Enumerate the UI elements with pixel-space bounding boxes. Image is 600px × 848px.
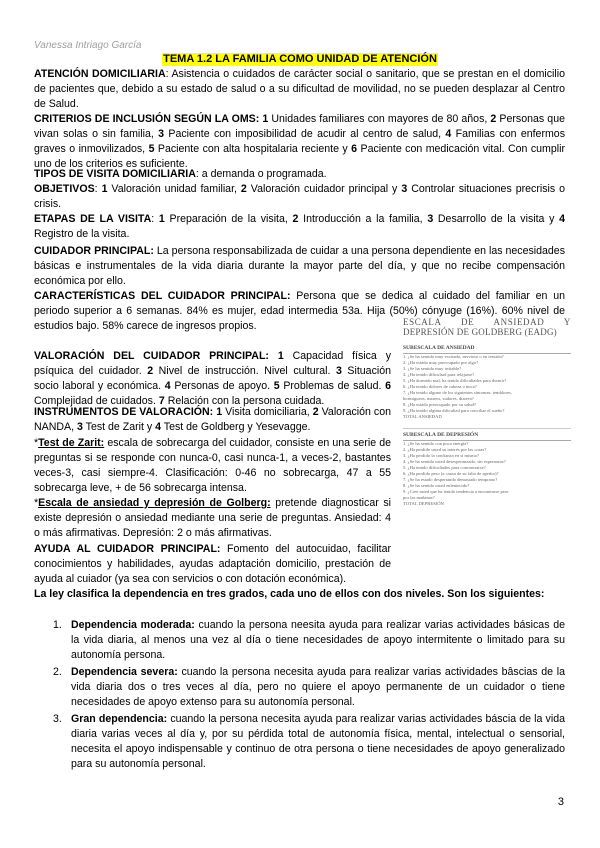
scale-item: 6. ¿Ha tenido dolores de cabeza o nuca? [403, 384, 477, 389]
paragraph-objetivos [34, 182, 565, 212]
anxiety-subscale-header: SUBESCALA DE ANSIEDAD [403, 344, 571, 354]
item-text: Desarrollo de la visita y [433, 213, 560, 225]
item-number: 2 [292, 213, 299, 225]
term-text: : a demanda o programada. [195, 168, 327, 180]
item-text: Nivel de instrucción. Nivel cultural. [153, 365, 336, 377]
term-label: TIPOS DE VISITA DOMICILIARIA [34, 168, 196, 180]
paragraph-cuidador-principal [34, 244, 565, 289]
list-item [34, 618, 565, 663]
paragraph-ley-dependencia: La ley clasifica la dependencia en tres grados, cada uno de ellos con dos niveles. Son los siguientes: [34, 588, 545, 600]
item-text: Personas que vivan solas o sin familia, [34, 113, 565, 140]
scale-item: 7. ¿Ha tenido alguno de los siguientes síntomas: temblores, [403, 390, 512, 395]
item-number: 3 [335, 365, 342, 377]
item-number: 3 [76, 421, 83, 433]
list-number: 2. [53, 666, 62, 678]
item-number: 3 [401, 183, 408, 195]
depression-items [403, 441, 571, 507]
asterisk: * [34, 437, 39, 449]
term-text: Persona que se dedica al cuidado del familiar en un periodo superior a 6 semanas. 84% es mujer, edad intermedia 53a. Hija (50%) cónyuge (16%). 60% nivel de estudios bajo. 58% carece de ingresos propios. [34, 290, 565, 332]
scale-item: 2. ¿Ha perdido usted su interés por las cosas? [403, 447, 487, 452]
item-text: Situación socio laboral y económica. [34, 365, 392, 392]
item-text: : [94, 183, 102, 195]
scale-item: 4. ¿Se ha sentido usted desesperanzado, sin esperanzas? [403, 459, 506, 464]
scale-title-line2: DEPRESIÓN DE GOLDBERG (EADG) [403, 327, 557, 337]
term-label: CARACTERÍSTICAS DEL CUIDADOR PRINCIPAL: [34, 290, 291, 302]
list-label: Gran dependencia: [71, 713, 168, 725]
term-label: CRITERIOS DE INCLUSIÓN SEGÚN LA OMS: [34, 113, 260, 125]
item-text: Preparación de la visita, [164, 213, 293, 225]
item-number: 4 [164, 380, 171, 392]
item-number: 3 [158, 128, 165, 140]
scale-item: 4. ¿Ha tenido dificultad para relajarse? [403, 372, 475, 377]
scale-title: ESCALA DE ANSIEDAD Y [403, 317, 571, 327]
item-number: 1 [277, 350, 284, 362]
list-label: Dependencia severa: [71, 666, 178, 678]
list-number: 3. [53, 713, 62, 725]
scale-item: 3. ¿Ha perdido la confianza en sí mismo? [403, 453, 480, 458]
item-text: Valoración unidad familiar, [107, 183, 241, 195]
item-text: Capacidad física y psíquica del cuidador. [34, 350, 391, 377]
item-number: 5 [148, 143, 155, 155]
item-number: 4 [445, 128, 452, 140]
item-text: Complejidad de cuidados. [34, 395, 159, 407]
term-label: AYUDA AL CUIDADOR PRINCIPAL: [34, 543, 221, 555]
item-number: 6 [385, 380, 391, 392]
scale-item: 5. ¿Ha dormido mal, ha tenido dificultades para dormir? [403, 378, 507, 383]
author-name: Vanessa Intriago García [34, 40, 142, 51]
term-label: VALORACIÓN DEL CUIDADOR PRINCIPAL: [34, 350, 269, 362]
item-text: Valoración cuidador principal y [246, 183, 402, 195]
item-number: 1 [262, 113, 269, 125]
scale-item: 7. ¿Se ha estado despertando demasiado temprano? [403, 477, 498, 482]
item-number: 1 [216, 406, 223, 418]
scale-item: 9. ¿Ha tenido alguna dificultad para conciliar el sueño? [403, 408, 505, 413]
depression-subscale-header: SUBESCALA DE DEPRESIÓN [403, 431, 571, 441]
term-label: ATENCIÓN DOMICILIARIA [34, 68, 166, 80]
item-text: Paciente con imposibilidad de acudir al centro de salud, [164, 128, 446, 140]
anxiety-items [403, 354, 571, 420]
dependency-levels-list [34, 618, 565, 774]
term-label: Test de Zarit: [38, 437, 105, 449]
term-text: pretende diagnosticar si existe depresión o ansiedad mediante una serie de preguntas. Ansiedad: 4 o más afirmativas. Depresión: 2 o más afirmativas. [34, 497, 391, 539]
item-number: 1 [101, 183, 108, 195]
list-number: 1. [53, 619, 62, 631]
list-text: cuando la persona neesita ayuda para realizar varias actividades básicas de la vida diaria, al menos una vez al día o tiene necesidades de apoyo intermitente o limitado para su autonomía persona. [71, 619, 565, 661]
term-text: : Asistencia o cuidados de carácter social o sanitario, que se prestan en el domicilio de pacientes que, debido a su estado de salud o a su dificultad de movilidad, no se pueden desplazar al Centro de Salud. [34, 68, 565, 110]
scale-item: por las mañanas? [403, 495, 435, 500]
paragraph-test-zarit [34, 436, 391, 496]
paragraph-criterios-inclusion [34, 112, 565, 172]
asterisk: * [34, 497, 39, 509]
term-text: Fomento del autocuidao, facilitar conocimientos y habilidades, ayudas adaptación domicilio, prestación de ayuda al cuiador (ya sea con servicios o con dotación económica). [34, 543, 391, 585]
item-text: Test de Zarit y [82, 421, 156, 433]
paragraph-ayuda-cuidador [34, 542, 391, 587]
scale-item: 5. ¿Ha tenido dificultades para concentrarse? [403, 465, 486, 470]
item-number: 4 [559, 213, 566, 225]
scale-item: 9. ¿Cree usted que ha tenido tendencia a encontrarse peor [403, 489, 509, 494]
list-item [34, 665, 565, 710]
scale-item: 6. ¿Ha perdido peso (a causa de su falta de apetito)? [403, 471, 499, 476]
paragraph-tipos-visita [34, 167, 565, 182]
scale-item: 3. ¿Se ha sentido muy irritable? [403, 366, 462, 371]
list-item [34, 712, 565, 772]
page-title: TEMA 1.2 LA FAMILIA COMO UNIDAD DE ATENCIÓN [163, 53, 437, 65]
item-number: 3 [427, 213, 434, 225]
term-label: OBJETIVOS [34, 183, 95, 195]
item-text: : [151, 213, 159, 225]
paragraph-valoracion-cuidador [34, 349, 391, 409]
term-label: CUIDADOR PRINCIPAL: [34, 245, 154, 257]
item-number: 2 [147, 365, 154, 377]
scale-total: TOTAL ANSIEDAD [403, 414, 442, 419]
item-text: Registro de la visita. [34, 228, 130, 240]
list-text: cuando la persona necesita ayuda para realizar varias actividades báscia de la vida diaria varias veces al día y, por su pérdida total de autonomía física, mental, intelectual o sensorial, necesita el apoyo indispensable y continuo de otra persona o tiene necesidades de apoyo generalizado para su autonomía personal. [71, 713, 565, 770]
scale-total: TOTAL DEPRESIÓN [403, 501, 444, 506]
item-text: Valoración con NANDA, [34, 406, 391, 433]
item-number: 4 [155, 421, 162, 433]
item-text: Visita domiciliaria, [222, 406, 313, 418]
item-number: 5 [273, 380, 280, 392]
scale-item: 1. ¿Se ha sentido con poca energía? [403, 441, 469, 446]
item-number: 6 [351, 143, 358, 155]
term-label: ETAPAS DE LA VISITA [34, 213, 152, 225]
item-text: Familias con enfermos graves o inmovilizados, [34, 128, 565, 155]
list-label: Dependencia moderada: [71, 619, 195, 631]
paragraph-escala-goldberg [34, 496, 391, 541]
scale-item: 2. ¿Ha estado muy preocupado por algo? [403, 360, 479, 365]
paragraph-atencion-domiciliaria [34, 67, 565, 112]
paragraph-etapas-visita [34, 212, 565, 242]
item-number: 2 [490, 113, 497, 125]
item-number: 1 [158, 213, 165, 225]
item-number: 2 [312, 406, 319, 418]
term-label: INSTRUMENTOS DE VALORACIÓN: [34, 406, 214, 418]
paragraph-instrumentos-valoracion [34, 405, 391, 435]
item-text: Introducción a la familia, [298, 213, 428, 225]
goldberg-scale-image [403, 317, 571, 589]
page-number: 3 [557, 796, 564, 808]
list-text: cuando la persona necesita ayuda para realizar varias actividades bâscias de la vida diaria dos o tres veces al día, pero no quiere el apoyo permanente de un cuidador o tiene necesidades de apoyo extenso para su autonomía personal. [71, 666, 565, 708]
term-text: La persona responsabilizada de cuidar a una persona dependiente en las necesidades básicas e instrumentales de la vida diaria durante la mayor parte del día, y que no recibe compensación económica por ello. [34, 245, 565, 287]
item-number: 2 [240, 183, 247, 195]
scale-item: 8. ¿Se ha sentido usted enlentecido? [403, 483, 470, 488]
item-number: 7 [158, 395, 165, 407]
item-text: Controlar situaciones precrisis o crisis. [34, 183, 566, 210]
scale-divider [403, 420, 571, 429]
item-text: Relación con la persona cuidada. [164, 395, 325, 407]
item-text: Personas de apoyo. [170, 380, 274, 392]
scale-item: hormigueos, mareos, sudores, diarrea? [403, 396, 474, 401]
item-text: Unidades familiares con mayores de 80 años, [268, 113, 491, 125]
item-text: Paciente con medicación vital. Con cumplir uno de los criterios es suficiente. [34, 143, 565, 170]
item-text: Test de Goldberg y Yesevagge. [161, 421, 311, 433]
term-text: escala de sobrecarga del cuidador, consiste en una serie de preguntas si se responde con nunca-0, casi nunca-1, a veces-2, bastantes veces-3, casi siempre-4. Clasificación: 0-46 no sobrecarga, 47 a 55 sobrecarga leve, + de 56 sobrecarga intensa. [34, 437, 392, 494]
title-container [0, 52, 600, 67]
item-text: Problemas de salud. [279, 380, 386, 392]
term-label: Escala de ansiedad y depresión de Golberg: [38, 497, 271, 509]
scale-item: 1. ¿Se ha sentido muy excitado, nervioso o en tensión? [403, 354, 504, 359]
scale-item: 8. ¿Ha estado preocupado por su salud? [403, 402, 476, 407]
item-text: Paciente con alta hospitalaria reciente y [154, 143, 352, 155]
